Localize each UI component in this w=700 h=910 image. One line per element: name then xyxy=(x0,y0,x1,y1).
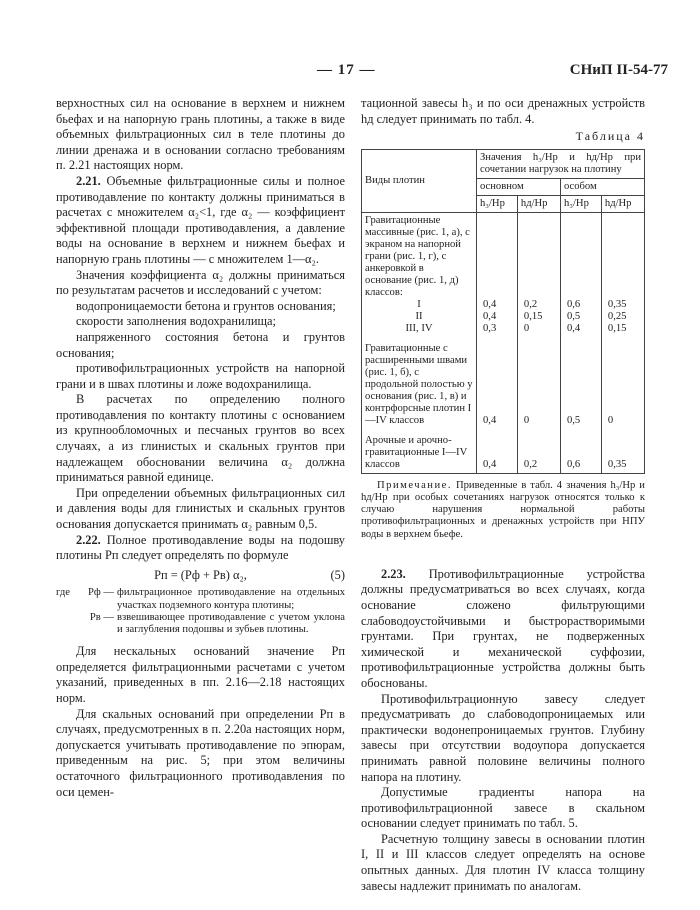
table-value: 0,15 xyxy=(607,322,627,334)
table-value: 0,4 xyxy=(477,337,518,429)
table-cell xyxy=(517,212,560,337)
list-item: скорости заполнения водохранилища; xyxy=(76,314,276,329)
formula-text: Pп = (Pф + Pв) α₂, xyxy=(154,567,247,582)
paragraph: Расчетную толщину завесы в основании плотин I, II и III классов следует определять на основе опытных данных. Для плотин IV класса толщину завесы надлежит принимать по аналогам. xyxy=(361,831,645,893)
paragraph: Для скальных оснований при определении Pп в случаях, предусмотренных в п. 2.20а настоящих норм, допускается учитывать противодавление по эпюрам, приведенным на рис. 5; при этом величины остаточного фильтрационного противодавления по оси цемен- xyxy=(56,706,345,799)
definition-where: где xyxy=(56,587,70,599)
paragraph: Противофильтрационную завесу следует предусматривать до слабоводопроницаемых или практически водонепроницаемых грунтов. Глубину завесы при отсутствии водоупора допускается принимать равной половине величины полного напора на плотину. xyxy=(361,691,645,784)
clause-2-22 xyxy=(56,533,345,564)
table-value: 0,6 xyxy=(566,298,581,310)
formula-number: (5) xyxy=(330,567,345,582)
list-item: напряженного состояния бетона и грунтов основания; xyxy=(56,329,345,360)
table-value: 0 xyxy=(601,337,644,429)
table-header-col: h₃/Hр xyxy=(560,195,601,212)
left-column xyxy=(56,96,345,800)
clause-number: 2.23. xyxy=(381,566,406,581)
table-4 xyxy=(361,149,645,474)
table-value: 0,5 xyxy=(566,310,581,322)
clause-2-23 xyxy=(361,567,645,692)
table-cell xyxy=(560,212,601,337)
right-column xyxy=(361,96,645,894)
table-value: 0,6 xyxy=(560,429,601,474)
table-value: 0,35 xyxy=(607,298,627,310)
definition-row xyxy=(56,612,345,636)
paragraph: Полное противодавление воды на подошву плотины Pп следует определять по формуле xyxy=(56,532,345,563)
row-label: III, IV xyxy=(405,322,433,334)
table-cell-type xyxy=(362,212,477,337)
clause-2-21 xyxy=(56,174,345,268)
formula-5 xyxy=(56,568,345,584)
table-value: 0 xyxy=(523,322,530,334)
table-row xyxy=(362,212,645,337)
definition-text: фильтрационное противодавление на отдельных участках подземного контура плотины; xyxy=(117,587,345,611)
list-item: противофильтрационных устройств на напорной грани и в швах плотины и ложе водохранилища. xyxy=(56,361,345,391)
table-value: 0,4 xyxy=(483,298,497,310)
table-note xyxy=(361,480,645,541)
clause-number: 2.22. xyxy=(76,532,101,547)
table-value: 0,2 xyxy=(517,429,560,474)
paragraph: Объемные фильтрационные силы и полное противодавление по контакту должны приниматься в расчетах с множителем α₂<1, где α₂ — коэффициент эффективной площади противодавления, а давление воды на основание в верхнем и нижнем бьефах и напорную грань плотины — с множителем 1—α₂. xyxy=(56,173,345,266)
document-code: СНиП II-54-77 xyxy=(569,62,668,78)
paragraph: При определении объемных фильтрационных сил и давления воды для глинистых и скальных грунтов основания допускается принимать α₂ равным 0,5. xyxy=(56,485,345,532)
definition-symbol: Pв — xyxy=(89,611,114,623)
paragraph: В расчетах по определению полного противодавления по контакту плотины с основанием из крупнообломочных и песчаных грунтов во всех случаях, а из глинистых и скальных грунтов при надлежащем обосновании величина α₂ должна приниматься равной единице. xyxy=(56,392,345,485)
table-header-col: hд/Hр xyxy=(517,195,560,212)
table-value: 0,35 xyxy=(601,429,644,474)
table-caption: Таблица 4 xyxy=(575,129,645,144)
list-item: водопроницаемости бетона и грунтов основания; xyxy=(76,298,336,313)
table-value: 0,25 xyxy=(607,310,627,322)
table-cell xyxy=(477,212,518,337)
table-value: 0,4 xyxy=(483,310,497,322)
clause-number: 2.21. xyxy=(76,173,101,188)
table-value: 0,3 xyxy=(483,322,497,334)
row-label: II xyxy=(415,310,423,322)
definition-row xyxy=(56,587,345,611)
row-label: I xyxy=(417,298,421,310)
note-title: Примечание. xyxy=(377,479,452,491)
row-label: Гравитационные массивные (рис. 1, а), с экраном на напорной грани (рис. 1, г), с анкеровкой в основание (рис. 1, д) классов: xyxy=(365,214,470,298)
table-value: 0,4 xyxy=(566,322,581,334)
table-header-col: hд/Hр xyxy=(601,195,644,212)
table-header-main: основном xyxy=(477,178,561,195)
row-label: Гравитационные с расширенными швами (рис. 1, б), с продольной полостью у основания (рис. 1, в) и контрфорсные плотин I—IV классов xyxy=(362,337,477,429)
table-cell xyxy=(601,212,644,337)
table-header-col: h₃/Hр xyxy=(477,195,518,212)
table-row xyxy=(362,337,645,429)
paragraph: Для нескальных оснований значение Pп определяется фильтрационными расчетами с учетом указаний, приведенных в пп. 2.16—2.18 настоящих норм. xyxy=(56,644,345,705)
formula-definitions xyxy=(56,587,345,636)
table-value: 0,4 xyxy=(477,429,518,474)
table-header-types: Виды плотин xyxy=(362,149,477,212)
paragraph: Противофильтрационные устройства должны предусматриваться во всех случаях, когда основание сложено фильтрующими слабоводоустойчивыми и быстрорастворимыми грунтами. При грунтах, не подверженных химической и механической суффозии, противофильтрационные устройства должны быть обоснованы. xyxy=(361,566,645,690)
table-value: 0,5 xyxy=(560,337,601,429)
paragraph: тационной завесы h₃ и по оси дренажных устройств hд следует принимать по табл. 4. xyxy=(361,96,645,126)
table-header-values: Значения h₃/Hр и hд/Hр при сочетании нагрузок на плотину xyxy=(477,149,645,178)
paragraph: верхностных сил на основание в верхнем и нижнем бьефах и на напорную грань плотины, а также в виде объемных фильтрационных сил в теле плотины до линии дренажа и в основании согласно требованиям п. 2.21 настоящих норм. xyxy=(56,96,345,173)
paragraph: Значения коэффициента α₂ должны приниматься по результатам расчетов и исследований с учетом: xyxy=(56,267,345,298)
table-value: 0 xyxy=(517,337,560,429)
definition-text: взвешивающее противодавление с учетом уклона и заглубления подошвы и зубьев плотины. xyxy=(117,611,345,636)
table-value: 0,15 xyxy=(523,310,543,322)
table-row xyxy=(362,429,645,474)
definition-symbol: Pф — xyxy=(88,587,114,599)
table-header-special: особом xyxy=(560,178,644,195)
page-number: — 17 — xyxy=(317,62,376,78)
row-label: Арочные и арочно-гравитационные I—IV классов xyxy=(362,429,477,474)
note-text: Приведенные в табл. 4 значения h₃/Hр и hд/Hр при особых сочетаниях нагрузок относятся только к случаю нарушения нормальной работы противофильтрационных и дренажных устройств при НПУ воды в верхнем бьефе. xyxy=(361,479,645,540)
paragraph: Допустимые градиенты напора на противофильтрационной завесе в скальном основании следует принимать по табл. 5. xyxy=(361,785,645,831)
table-value: 0,2 xyxy=(523,298,538,310)
